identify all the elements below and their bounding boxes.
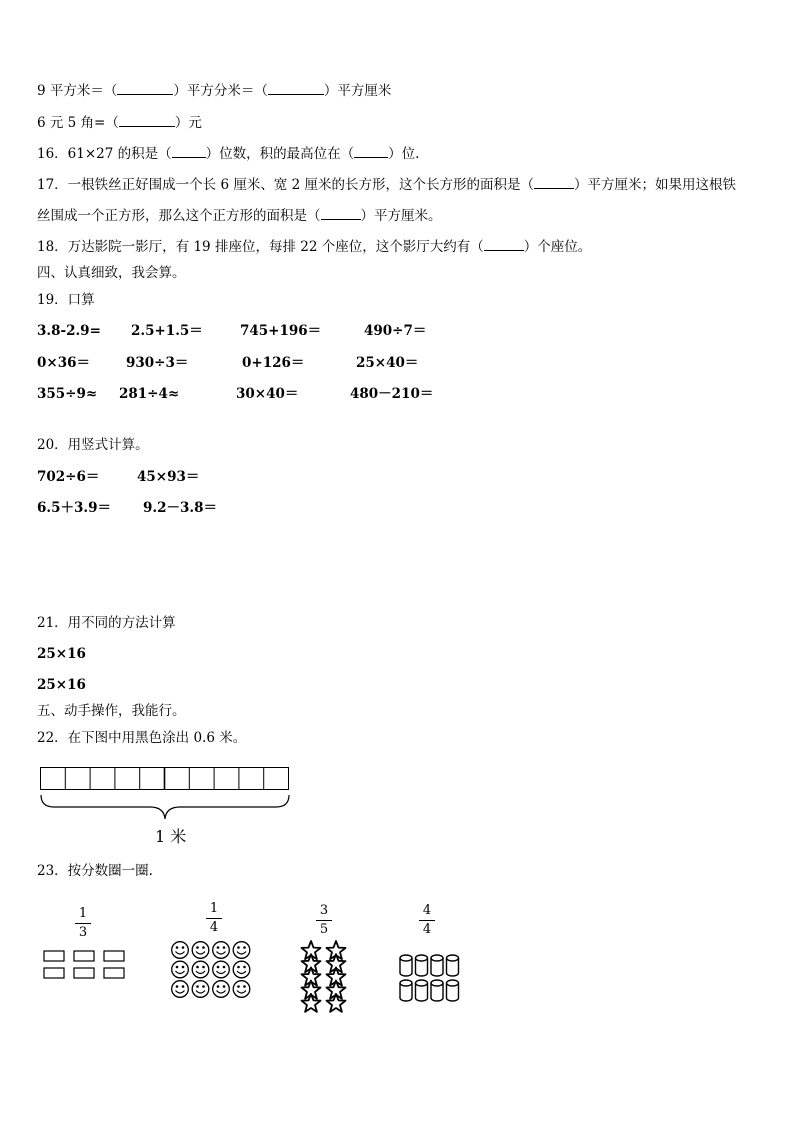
cylinder-icon <box>416 955 428 976</box>
q17-line2 <box>37 207 442 225</box>
q20-expr: 702÷6＝ <box>37 469 100 485</box>
q19-expr: 25×40＝ <box>356 355 419 371</box>
section4-title: 四、认真细致，我会算。 <box>37 265 186 281</box>
q19-expr: 0×36＝ <box>37 355 90 371</box>
q17-line1 <box>37 176 736 194</box>
q19-expr: 490÷7＝ <box>364 323 427 339</box>
smiley-icon <box>213 942 230 959</box>
fraction-bar <box>419 920 435 921</box>
fraction-denominator: 4 <box>209 920 219 935</box>
q19-expr: 2.5+1.5＝ <box>131 323 203 339</box>
fraction-bar <box>206 918 222 919</box>
smiley-icon <box>172 981 189 998</box>
fraction-bar <box>316 920 332 921</box>
q15-text-d: 6 元 5 角=（ <box>37 115 119 131</box>
q19-expr: 0+126＝ <box>242 355 305 371</box>
rectangle-group <box>44 951 124 978</box>
fraction-denominator: 4 <box>422 922 432 937</box>
q18 <box>37 238 591 256</box>
q20-expr: 45×93＝ <box>137 469 200 485</box>
q19-expr: 30×40＝ <box>236 386 299 402</box>
q21-expr: 25×16 <box>37 646 86 662</box>
star-icon <box>302 967 321 985</box>
star-icon <box>327 981 346 999</box>
cylinder-icon <box>431 955 443 976</box>
q19-expr: 281÷4≈ <box>119 386 180 402</box>
fraction-label <box>417 903 437 938</box>
fraction-label <box>73 906 93 941</box>
cylinder-icon <box>447 980 459 1001</box>
rectangle-icon <box>74 968 94 978</box>
q20-expr: 6.5＋3.9＝ <box>37 500 111 516</box>
meter-strip-figure <box>40 767 292 823</box>
q15-text-c: ）平方厘米 <box>323 83 392 99</box>
answer-blank[interactable] <box>484 238 524 251</box>
smiley-icon <box>192 942 209 959</box>
star-icon <box>302 954 321 972</box>
fraction-numerator: 1 <box>209 901 219 916</box>
section5-title: 五、动手操作，我能行。 <box>37 703 186 719</box>
answer-blank[interactable] <box>534 176 574 189</box>
star-icon <box>302 941 321 959</box>
q16-text-b: ）位数，积的最高位在（ <box>205 146 355 162</box>
smiley-icon <box>172 942 189 959</box>
fraction-numerator: 4 <box>422 903 432 918</box>
smiley-icon <box>233 961 250 978</box>
answer-blank[interactable] <box>321 207 361 220</box>
q22-title: 22．在下图中用黑色涂出 0.6 米。 <box>37 730 247 746</box>
strip-dividers <box>65 768 263 790</box>
q16-text-c: ）位. <box>388 146 420 162</box>
q23-title: 23．按分数圈一圈. <box>37 863 153 879</box>
star-group <box>302 941 346 1012</box>
smiley-icon <box>213 961 230 978</box>
smiley-icon <box>233 942 250 959</box>
fraction-numerator: 3 <box>319 903 329 918</box>
fraction-label <box>314 903 334 938</box>
q15-line2 <box>37 114 202 132</box>
smiley-icon <box>192 981 209 998</box>
star-icon <box>302 994 321 1012</box>
cylinder-icon <box>400 955 412 976</box>
q18-text-a: 18．万达影院一影厅，有 19 排座位，每排 22 个座位，这个影厅大约有（ <box>37 239 484 255</box>
q19-expr: 3.8-2.9= <box>37 323 101 339</box>
cylinder-icon <box>431 980 443 1001</box>
answer-blank[interactable] <box>119 114 175 127</box>
q15-text-a: 9 平方米＝（ <box>37 83 118 99</box>
q15-text-b: ）平方分米＝（ <box>173 83 268 99</box>
cylinder-icon <box>400 980 412 1001</box>
q15-text-e: ）元 <box>174 115 202 131</box>
meter-label: 1 米 <box>155 827 187 846</box>
q21-title: 21．用不同的方法计算 <box>37 615 176 631</box>
answer-blank[interactable] <box>268 82 324 95</box>
answer-blank[interactable] <box>117 82 173 95</box>
cylinder-icon <box>447 955 459 976</box>
q16-text-a: 16．61×27 的积是（ <box>37 146 172 162</box>
answer-blank[interactable] <box>354 145 388 158</box>
q16 <box>37 145 419 163</box>
fraction-denominator: 3 <box>78 925 88 940</box>
rectangle-icon <box>74 951 94 961</box>
q20-expr: 9.2－3.8＝ <box>143 500 217 516</box>
q17-text-b: ）平方厘米；如果用这根铁 <box>574 177 737 193</box>
q17-text-d: ）平方厘米。 <box>360 208 442 224</box>
star-icon <box>302 981 321 999</box>
smiley-group <box>172 942 250 998</box>
q17-text-a: 17．一根铁丝正好围成一个长 6 厘米、宽 2 厘米的长方形，这个长方形的面积是（ <box>37 177 535 193</box>
q19-expr: 355÷9≈ <box>37 386 98 402</box>
answer-blank[interactable] <box>172 145 206 158</box>
star-icon <box>327 941 346 959</box>
fraction-label <box>204 901 224 936</box>
star-icon <box>327 954 346 972</box>
fraction-bar <box>75 923 91 924</box>
fraction-numerator: 1 <box>78 906 88 921</box>
q19-title: 19．口算 <box>37 292 95 308</box>
smiley-icon <box>192 961 209 978</box>
rectangle-icon <box>104 968 124 978</box>
q21-expr: 25×16 <box>37 677 86 693</box>
q15-line1 <box>37 82 391 100</box>
smiley-icon <box>172 961 189 978</box>
rectangle-icon <box>44 968 64 978</box>
cylinder-icon <box>416 980 428 1001</box>
q19-expr: 930÷3＝ <box>126 355 189 371</box>
q20-title: 20．用竖式计算。 <box>37 437 149 453</box>
fraction-denominator: 5 <box>319 922 329 937</box>
q19-expr: 745+196＝ <box>240 323 322 339</box>
smiley-icon <box>233 981 250 998</box>
star-icon <box>327 994 346 1012</box>
cylinder-group <box>400 955 459 1001</box>
star-icon <box>327 967 346 985</box>
rectangle-icon <box>104 951 124 961</box>
meter-brace <box>41 795 289 819</box>
q17-text-c: 丝围成一个正方形，那么这个正方形的面积是（ <box>37 208 321 224</box>
q19-expr: 480－210＝ <box>350 386 434 402</box>
q18-text-b: ）个座位。 <box>523 239 592 255</box>
rectangle-icon <box>44 951 64 961</box>
smiley-icon <box>213 981 230 998</box>
